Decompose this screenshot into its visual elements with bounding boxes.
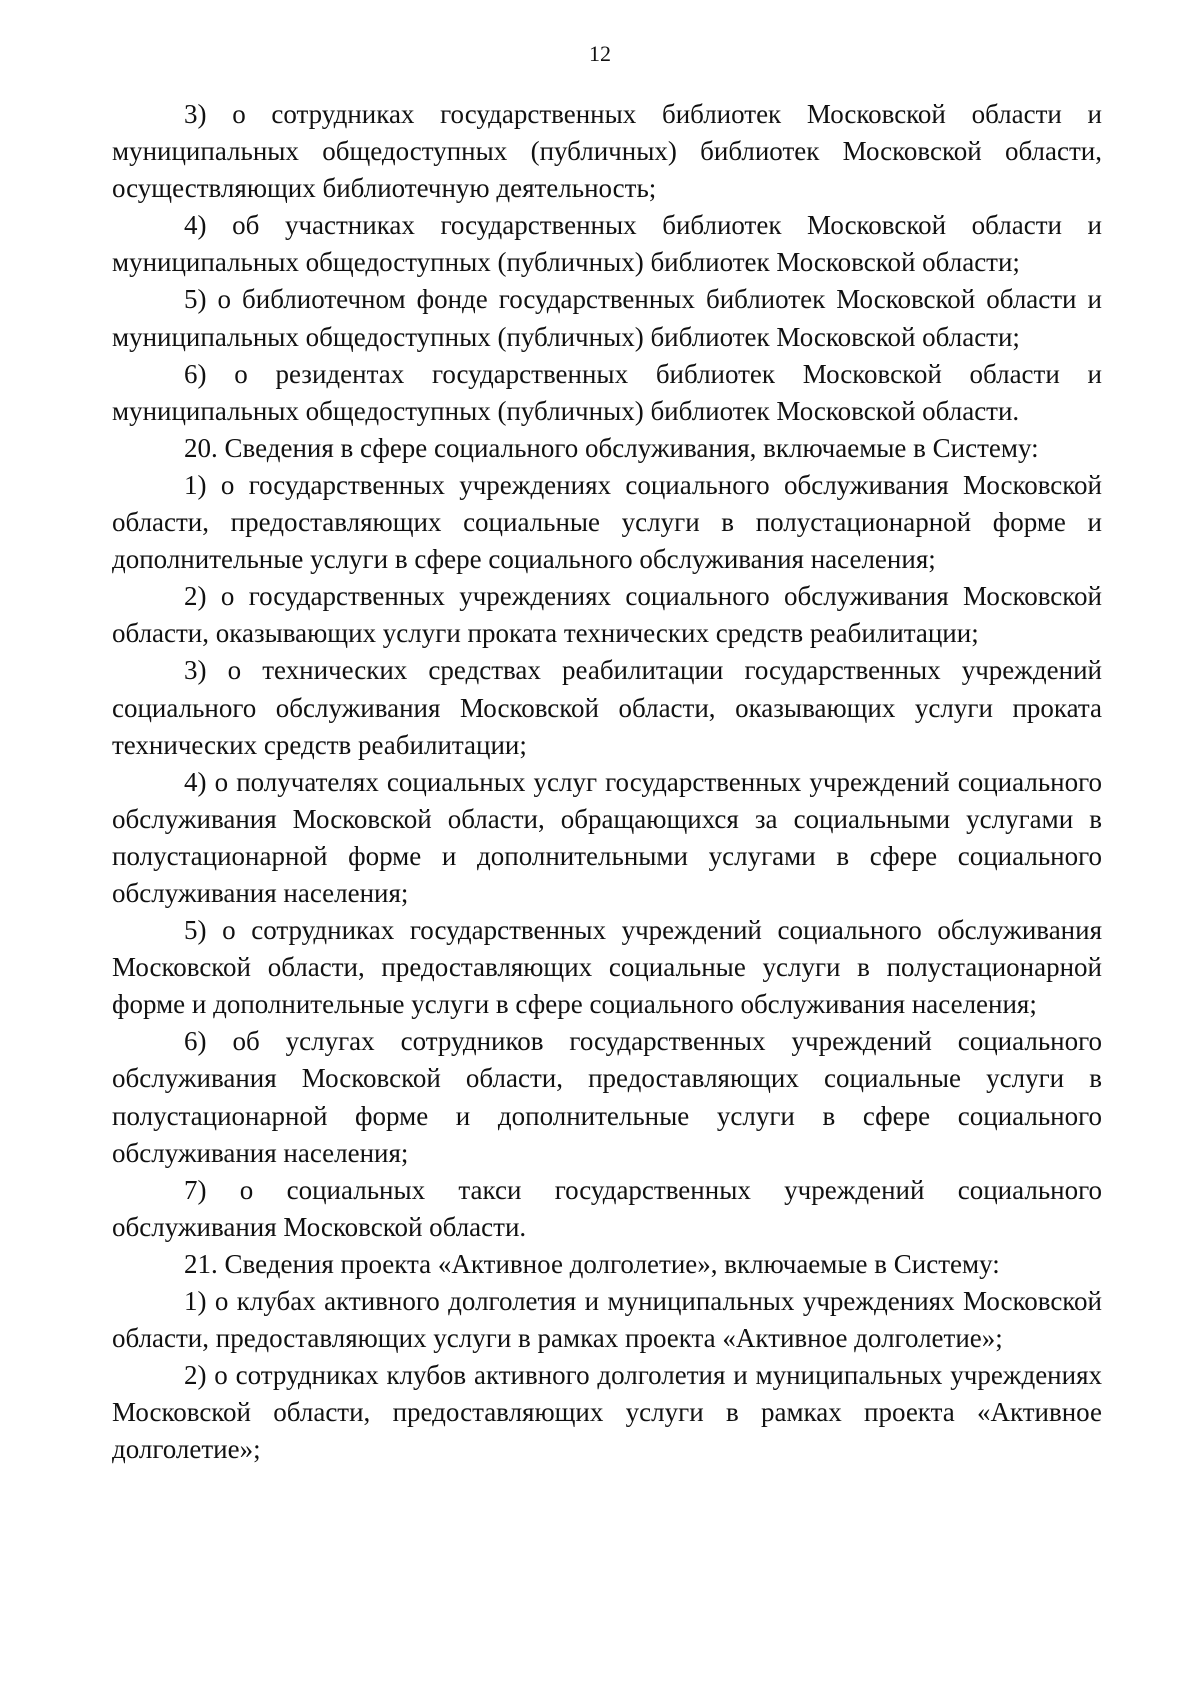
list-item-libraries-staff: 3) о сотрудниках государственных библиотек Московской области и муниципальных общедоступных (публичных) библиотек Московской области, осуществляющих библиотечную деятельность; [112, 99, 1102, 204]
document-body [112, 96, 1102, 1468]
list-item-social-taxi: 7) о социальных такси государственных учреждений социального обслуживания Московской области. [112, 1174, 1102, 1242]
list-item-rehab-rental-institutions: 2) о государственных учреждениях социального обслуживания Московской области, оказывающих услуги проката технических средств реабилитации; [112, 581, 1102, 649]
list-item-social-institutions: 1) о государственных учреждениях социального обслуживания Московской области, предоставляющих социальные услуги в полустационарной форме и дополнительные услуги в сфере социального обслуживания населения; [112, 469, 1102, 575]
list-item-libraries-participants: 4) об участниках государственных библиотек Московской области и муниципальных общедоступных (публичных) библиотек Московской области; [112, 210, 1102, 278]
page-number: 12 [589, 41, 611, 66]
list-item-libraries-fund: 5) о библиотечном фонде государственных библиотек Московской области и муниципальных общедоступных (публичных) библиотек Московской области; [112, 284, 1102, 352]
list-item-social-staff: 5) о сотрудниках государственных учреждений социального обслуживания Московской области, предоставляющих социальные услуги в полустационарной форме и дополнительные услуги в сфере социального обслуживания населения; [112, 915, 1102, 1020]
section-21-heading: 21. Сведения проекта «Активное долголетие», включаемые в Систему: [184, 1248, 1000, 1279]
section-20-heading: 20. Сведения в сфере социального обслуживания, включаемые в Систему: [184, 432, 1039, 463]
list-item-libraries-residents: 6) о резидентах государственных библиотек Московской области и муниципальных общедоступных (публичных) библиотек Московской области. [112, 358, 1102, 426]
list-item-service-recipients: 4) о получателях социальных услуг государственных учреждений социального обслуживания Московской области, обращающихся за социальными услугами в полустационарной форме и дополнительными услугами в сфере социального обслуживания населения; [112, 766, 1102, 908]
list-item-longevity-staff: 2) о сотрудниках клубов активного долголетия и муниципальных учреждениях Московской области, предоставляющих услуги в рамках проекта «Активное долголетие»; [112, 1360, 1102, 1465]
list-item-staff-services: 6) об услугах сотрудников государственных учреждений социального обслуживания Московской области, предоставляющих социальные услуги в полустационарной форме и дополнительные услуги в сфере социального обслуживания населения; [112, 1026, 1102, 1168]
list-item-rehab-equipment: 3) о технических средствах реабилитации государственных учреждений социального обслуживания Московской области, оказывающих услуги проката технических средств реабилитации; [112, 655, 1102, 760]
list-item-longevity-clubs: 1) о клубах активного долголетия и муниципальных учреждениях Московской области, предоставляющих услуги в рамках проекта «Активное долголетие»; [112, 1286, 1102, 1354]
